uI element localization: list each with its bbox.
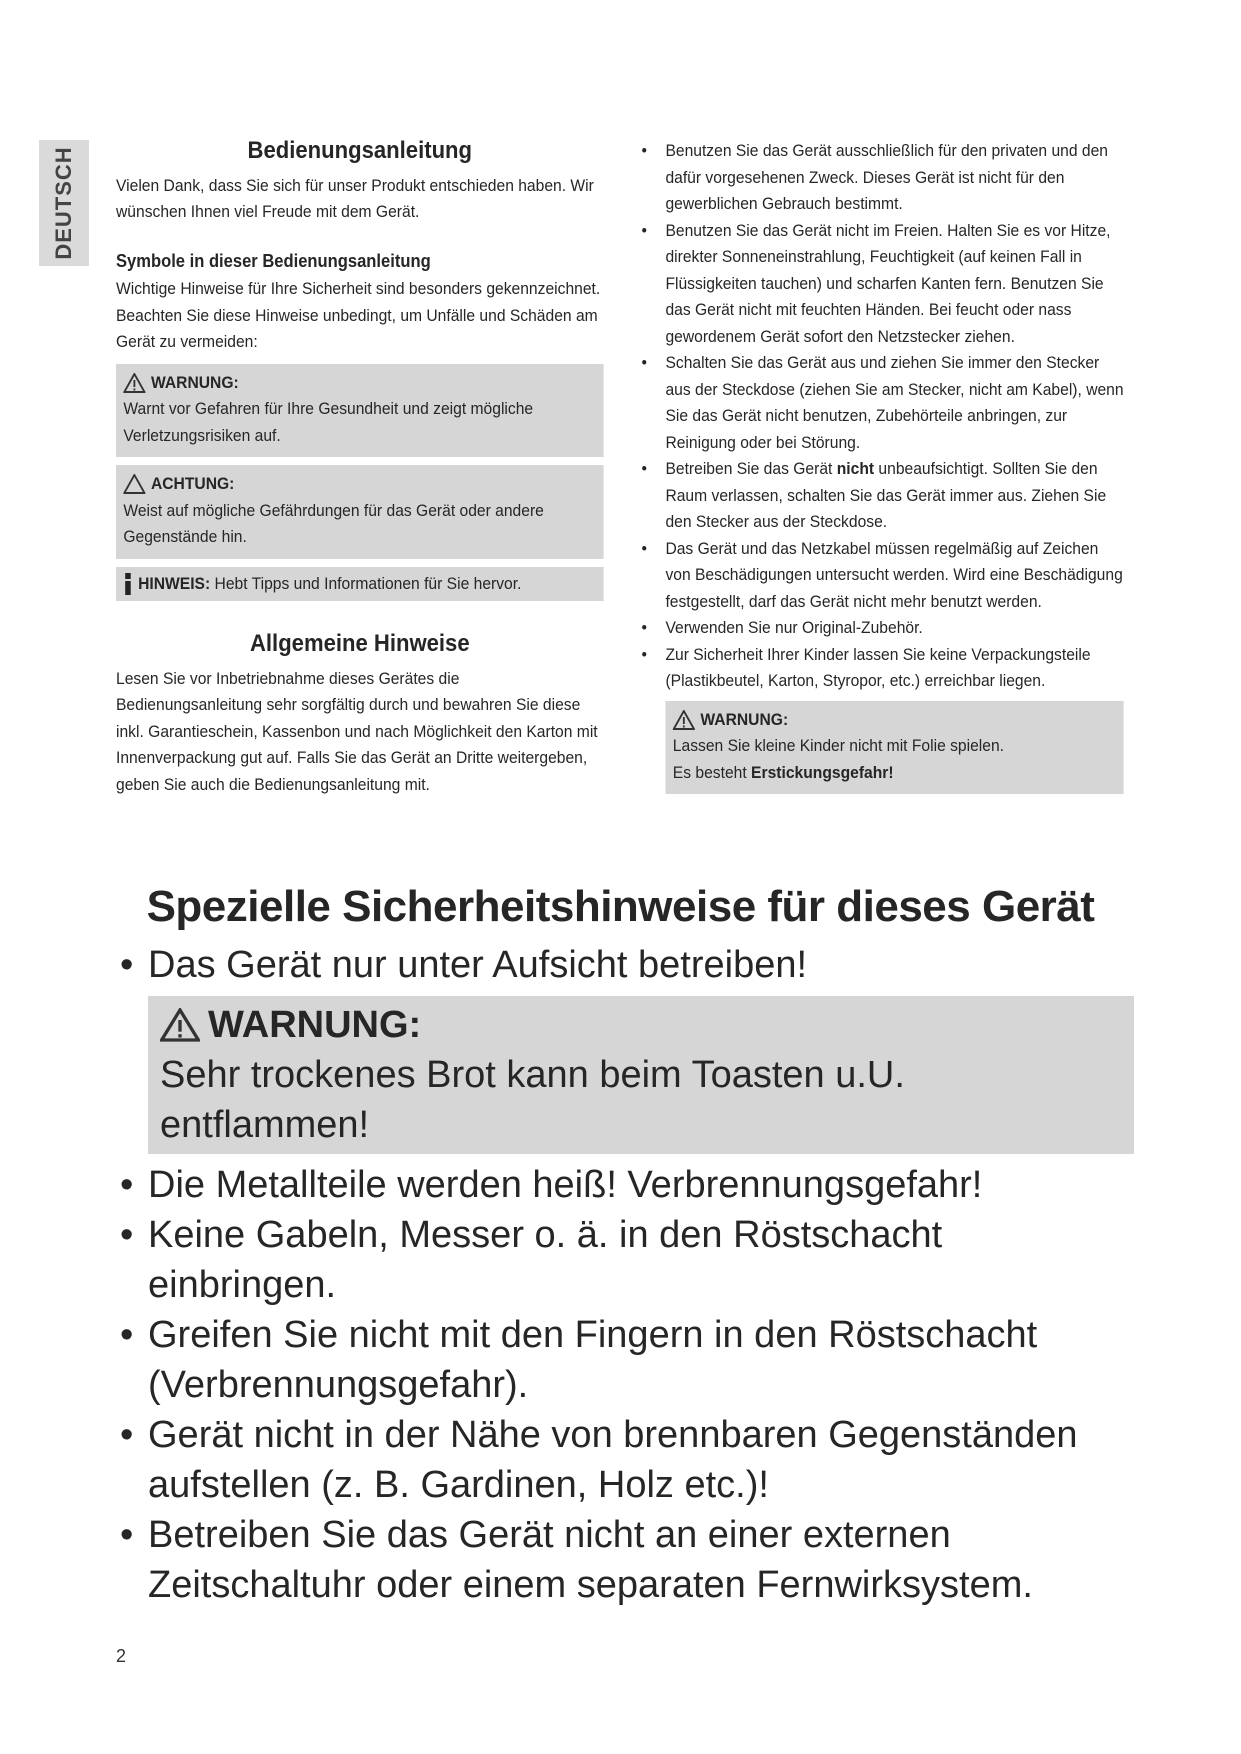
list-item: • Das Gerät und das Netzkabel müssen regelmäßig auf Zeichen von Beschädigungen untersucht werden. Wird eine Beschädigung festgestellt, darf das Gerät nicht mehr benutzt werden. [636,536,1124,616]
special-heading: Spezielle Sicherheitshinweise für dieses Gerät [146,882,1095,931]
child-warning-line1: Lassen Sie kleine Kinder nicht mit Folie spielen. [672,736,1005,755]
general-text: Lesen Sie vor Inbetriebnahme dieses Gerätes die Bedienungsanleitung sehr sorgfältig durch und bewahren Sie diese inkl. Garantieschein, Kassenbon und nach Möglichkeit den Karton mit Innenverpackung gut auf. Falls Sie das Gerät an Dritte weitergeben, geben Sie auch die Bedienungsanleitung mit. [116,668,598,794]
warning-triangle-icon [673,710,695,730]
special-list [116,1160,1126,1610]
left-column [116,138,604,798]
warning-text: Warnt vor Gefahren für Ihre Gesundheit und zeigt mögliche Verletzungsrisiken auf. [123,399,534,445]
child-warning-box [665,701,1123,795]
list-item: • Das Gerät nur unter Aufsicht betreiben! [116,940,1126,990]
general-heading: Allgemeine Hinweise [249,630,470,657]
special-section [116,940,1126,1610]
list-item: • Betreiben Sie das Gerät nicht unbeaufsichtigt. Sollten Sie den Raum verlassen, schalten Sie das Gerät immer aus. Ziehen Sie den Stecker aus der Steckdose. [636,456,1124,536]
language-label: DEUTSCH [51,146,76,260]
safety-list [636,138,1124,695]
warning-box [116,364,604,458]
special-list [116,940,1126,990]
intro-text: Vielen Dank, dass Sie sich für unser Produkt entschieden haben. Wir wünschen Ihnen viel Freude mit dem Gerät. [116,175,594,221]
list-item: • Benutzen Sie das Gerät ausschließlich für den privaten und den dafür vorgesehenen Zweck. Dieses Gerät ist nicht für den gewerblichen Gebrauch bestimmt. [636,138,1124,218]
right-column [636,138,1126,794]
toast-warning-box [148,996,1134,1154]
caution-text: Weist auf mögliche Gefährdungen für das Gerät oder andere Gegenstände hin. [123,500,544,546]
warning-triangle-icon [123,373,145,393]
note-text: Hebt Tipps und Informationen für Sie hervor. [214,573,522,593]
language-tab [39,140,89,266]
child-warning-title: WARNUNG: [700,709,789,729]
list-item: • Gerät nicht in der Nähe von brennbaren Gegenständen aufstellen (z. B. Gardinen, Holz etc.)! [116,1410,1126,1510]
caution-box [116,465,604,559]
list-item: • Die Metallteile werden heiß! Verbrennungsgefahr! [116,1160,1126,1210]
warning-triangle-icon [160,1008,200,1042]
page-number: 2 [116,1646,127,1666]
child-warning-line2: Es besteht Erstickungsgefahr! [672,762,894,782]
warning-title: WARNUNG: [150,372,239,392]
list-item: • Benutzen Sie das Gerät nicht im Freien. Halten Sie es vor Hitze, direkter Sonneneinstrahlung, Feuchtigkeit (auf keinen Fall in Flüssigkeiten tauchen) und scharfen Kanten fern. Benutzen Sie das Gerät nicht mit feuchten Händen. Bei feucht oder nass gewordenem Gerät sofort den Netzstecker ziehen. [636,218,1124,351]
note-box [116,567,604,602]
list-item: • Betreiben Sie das Gerät nicht an einer externen Zeitschaltuhr oder einem separaten Fernwirksystem. [116,1510,1126,1610]
symbols-heading: Symbole in dieser Bedienungsanleitung [116,250,431,271]
info-icon [123,573,132,595]
list-item: • Zur Sicherheit Ihrer Kinder lassen Sie keine Verpackungsteile (Plastikbeutel, Karton, Styropor, etc.) erreichbar liegen. [636,642,1124,695]
note-title: HINWEIS: [138,573,211,593]
caution-title: ACHTUNG: [150,474,235,493]
warning-triangle-icon [123,474,145,494]
list-item: • Verwenden Sie nur Original-Zubehör. [636,615,1124,642]
list-item: • Schalten Sie das Gerät aus und ziehen Sie immer den Stecker aus der Steckdose (ziehen Sie am Stecker, nicht am Kabel), wenn Sie das Gerät nicht benutzen, Zubehörteile anbringen, zur Reinigung oder bei Störung. [636,350,1124,456]
manual-heading: Bedienungsanleitung [247,137,473,164]
toast-warning-title: WARNUNG: [208,1004,422,1046]
list-item: • Greifen Sie nicht mit den Fingern in den Röstschacht (Verbrennungsgefahr). [116,1310,1126,1410]
list-item: • Keine Gabeln, Messer o. ä. in den Röstschacht einbringen. [116,1210,1126,1310]
toast-warning-text: Sehr trockenes Brot kann beim Toasten u.U. entflammen! [160,1054,905,1146]
symbols-text: Wichtige Hinweise für Ihre Sicherheit sind besonders gekennzeichnet. Beachten Sie diese Hinweise unbedingt, um Unfälle und Schäden am Gerät zu vermeiden: [116,279,601,351]
